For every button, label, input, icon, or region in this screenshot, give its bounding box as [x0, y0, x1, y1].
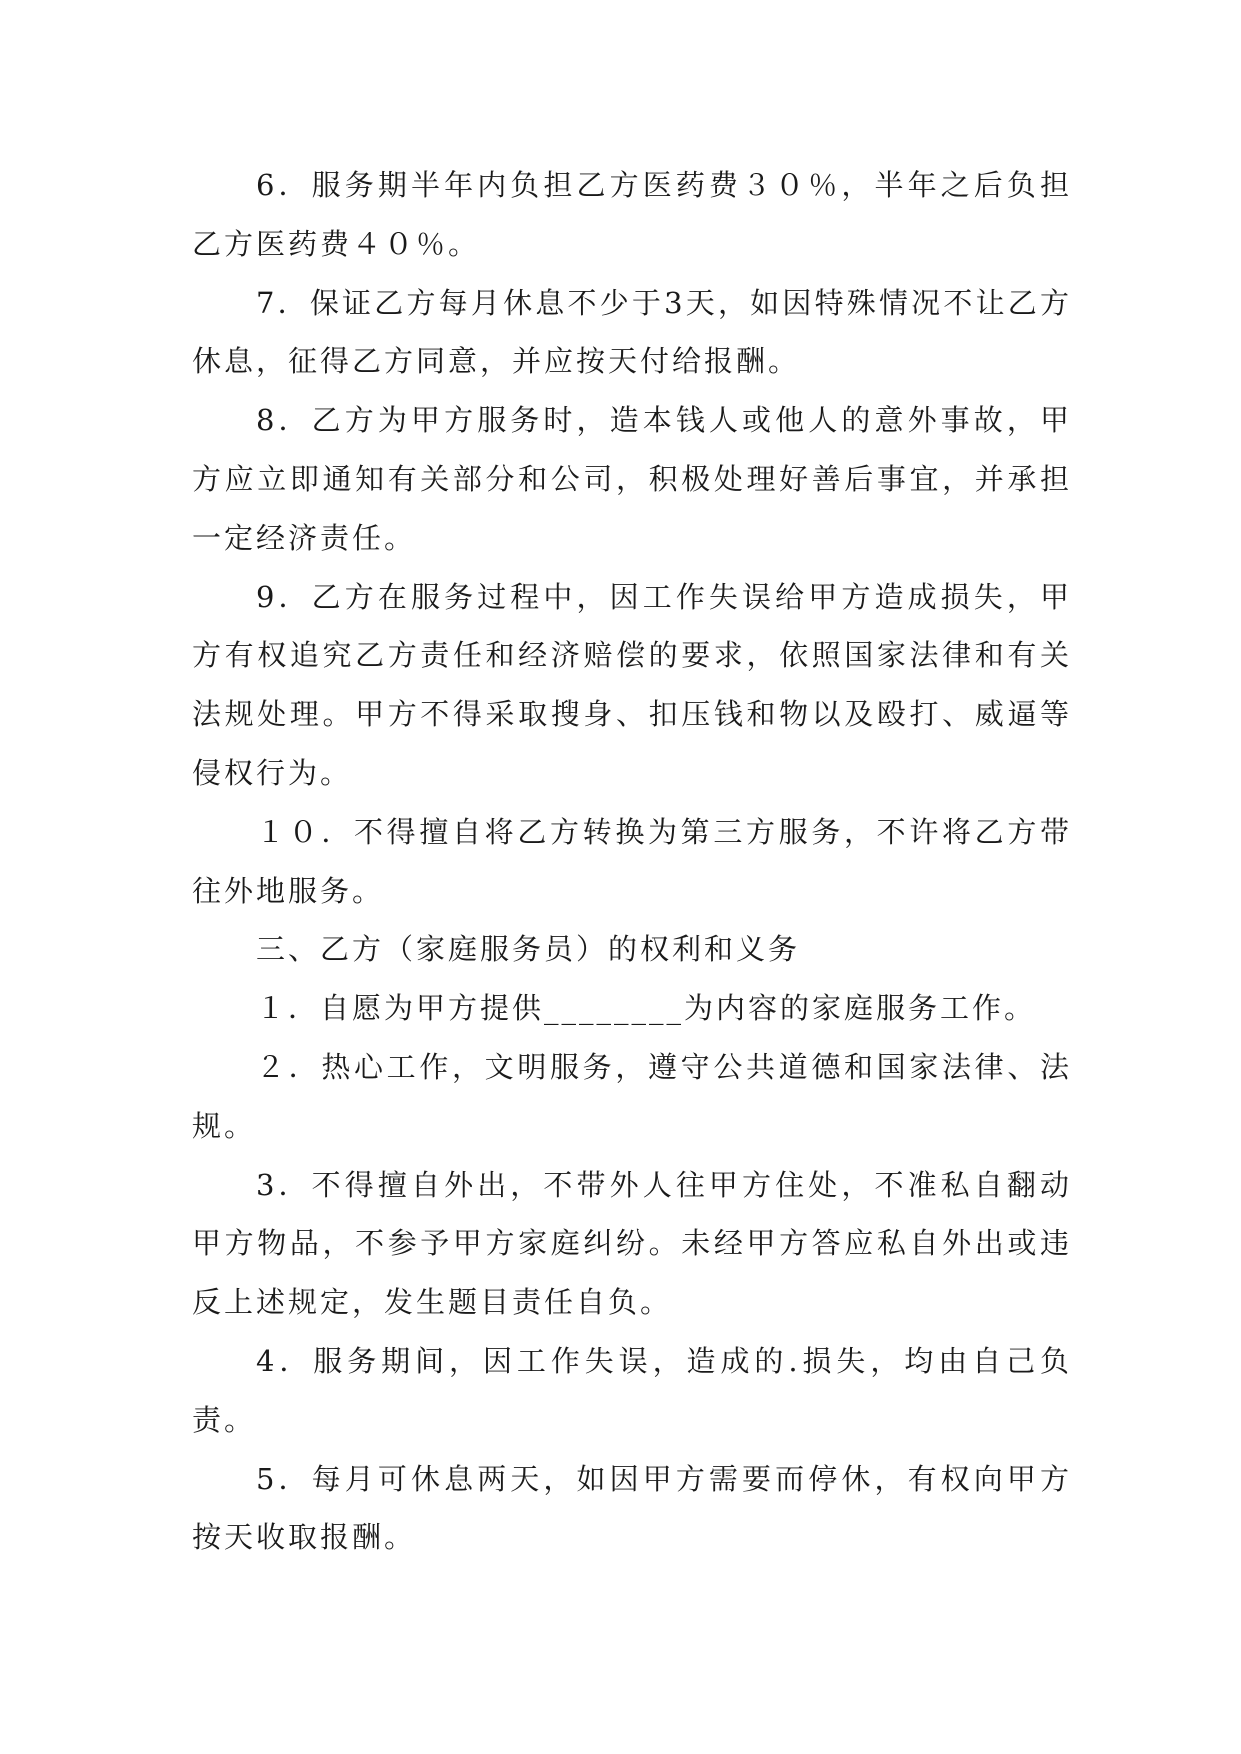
clause-8: 8．乙方为甲方服务时，造本钱人或他人的意外事故，甲方应立即通知有关部分和公司，积极处理好善后事宜，并承担一定经济责任。: [192, 403, 1072, 555]
clause-9: 9．乙方在服务过程中，因工作失误给甲方造成损失，甲方有权追究乙方责任和经济赔偿的要求，依照国家法律和有关法规处理。甲方不得采取搜身、扣压钱和物以及殴打、威逼等侵权行为。: [192, 579, 1072, 790]
clause-6: 6．服务期半年内负担乙方医药费３０％，半年之后负担乙方医药费４０％。: [192, 168, 1072, 261]
clause-10: １０．不得擅自将乙方转换为第三方服务，不许将乙方带往外地服务。: [192, 814, 1072, 908]
section-heading: 三、乙方（家庭服务员）的权利和义务: [256, 932, 801, 967]
section-item-1: １．自愿为甲方提供________为内容的家庭服务工作。: [256, 991, 1037, 1026]
section-item-4: 4．服务期间，因工作失误，造成的.损失，均由自己负责。: [192, 1343, 1072, 1437]
clause-7: 7．保证乙方每月休息不少于3天，如因特殊情况不让乙方休息，征得乙方同意，并应按天付给报酬。: [192, 285, 1072, 379]
document-body: [192, 156, 1072, 1567]
section-item-3: 3．不得擅自外出，不带外人往甲方住处，不准私自翻动甲方物品，不参予甲方家庭纠纷。未经甲方答应私自外出或违反上述规定，发生题目责任自负。: [192, 1167, 1072, 1320]
section-item-5: 5．每月可休息两天，如因甲方需要而停休，有权向甲方按天收取报酬。: [192, 1461, 1072, 1555]
section-item-2: ２．热心工作，文明服务，遵守公共道德和国家法律、法规。: [192, 1049, 1072, 1143]
